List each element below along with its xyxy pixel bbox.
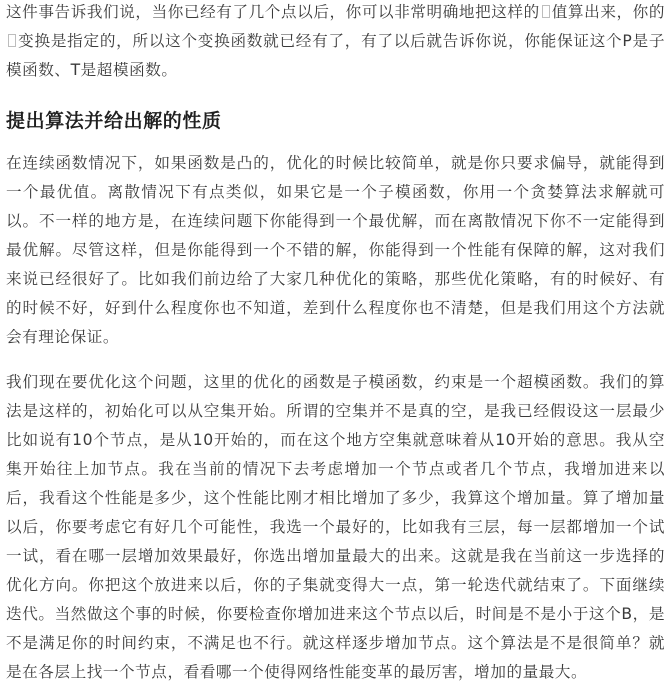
missing-glyph-icon: [542, 5, 550, 18]
intro-text-part3: 变换是指定的，所以这个变换函数就已经有了，有了以后就告诉你说，你能保证这个P是子模函数、T是超模函数。: [6, 32, 665, 79]
paragraph-1: 在连续函数情况下，如果函数是凸的，优化的时候比较简单，就是你只要求偏导，就能得到一个最优值。离散情况下有点类似，如果它是一个子模函数，你用一个贪婪算法求解就可以。不一样的地方是，在连续问题下你能得到一个最优解，而在离散情况下你不一定能得到最优解。尽管这样，但是你能得到一个不错的解，你能得到一个性能有保障的解，这对我们来说已经很好了。比如我们前边给了大家几种优化的策略，那些优化策略，有的时候好、有的时候不好，好到什么程度你也不知道，差到什么程度你也不清楚，但是我们用这个方法就会有理论保证。: [6, 154, 665, 346]
intro-text-part1: 这件事告诉我们说，当你已经有了几个点以后，你可以非常明确地把这样的: [6, 3, 540, 21]
section-heading: 提出算法并给出解的性质: [6, 110, 222, 132]
intro-paragraph: [6, 0, 665, 85]
paragraph-2: 我们现在要优化这个问题，这里的优化的函数是子模函数，约束是一个超模函数。我们的算法是这样的，初始化可以从空集开始。所谓的空集并不是真的空，是我已经假设这一层最少比如说有10个节点，是从10开始的，而在这个地方空集就意味着从10开始的意思。我从空集开始往上加节点。我在当前的情况下去考虑增加一个节点或者几个节点，我增加进来以后，我看这个性能是多少，这个性能比刚才相比增加了多少，我算这个增加量。算了增加量以后，你要考虑它有好几个可能性，我选一个最好的，比如我有三层，每一层都增加一个试一试，看在哪一层增加效果最好，你选出增加量最大的出来。这就是我在当前这一步选择的优化方向。你把这个放进来以后，你的子集就变得大一点，第一轮迭代就结束了。下面继续迭代。当然做这个事的时候，你要检查你增加进来这个节点以后，时间是不是小于这个B，是不是满足你的时间约束，不满足也不行。就这样逐步增加节点。这个算法是不是很简单？就是在各层上找一个节点，看看哪一个使得网络性能变革的最厉害，增加的量最大。: [6, 373, 665, 681]
intro-text-part2: 值算出来，你的: [551, 3, 665, 21]
paragraph-gap: [6, 352, 665, 368]
missing-glyph-icon: [8, 34, 16, 47]
